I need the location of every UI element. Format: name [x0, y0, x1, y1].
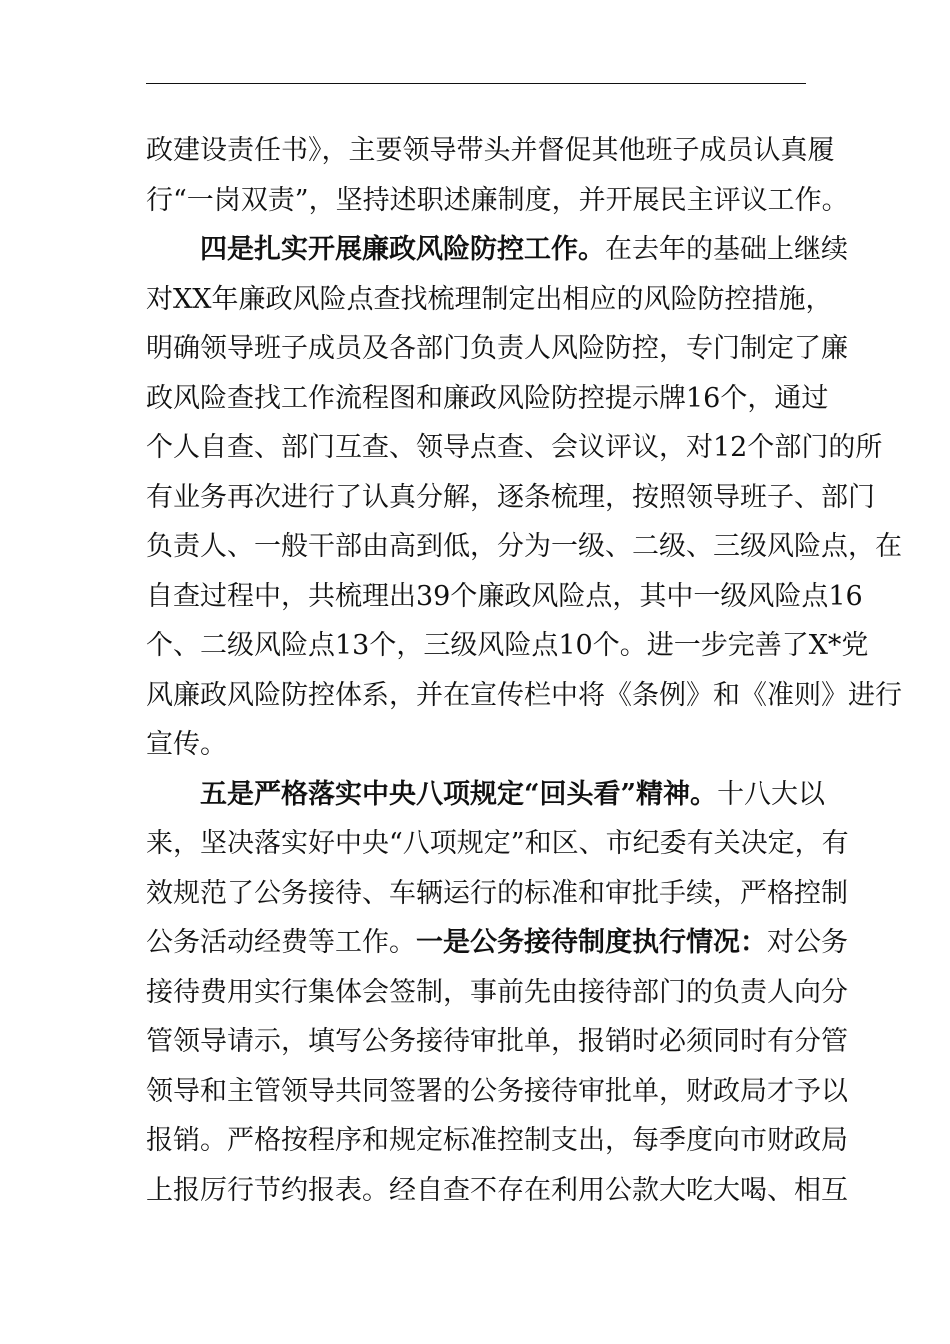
body-text-segment: 个人自查、部门互查、领导点查、会议评议，对12个部门的所 [146, 432, 883, 463]
text-line [146, 1017, 848, 1067]
body-text-segment: 个、二级风险点13个，三级风险点10个。进一步完善了X*党 [146, 630, 869, 661]
body-text-segment: 领导和主管领导共同签署的公务接待审批单，财政局才予以 [146, 1075, 848, 1107]
text-line [146, 968, 848, 1018]
text-line [146, 918, 848, 968]
body-text-segment: 上报厉行节约报表。经自查不存在利用公款大吃大喝、相互 [146, 1174, 848, 1206]
body-text-segment: 政风险查找工作流程图和廉政风险防控提示牌16个，通过 [146, 382, 829, 414]
body-text-segment: 在去年的基础上继续 [605, 234, 848, 265]
body-text [146, 126, 902, 1215]
body-text-segment: 对公务 [767, 927, 848, 958]
bold-heading-text: 五是严格落实中央八项规定“回头看”精神。 [200, 778, 718, 810]
bold-heading-text: 四是扎实开展廉政风险防控工作。 [200, 234, 605, 265]
text-line [146, 1116, 848, 1166]
text-line [146, 225, 848, 275]
text-line [146, 324, 848, 374]
text-line [146, 522, 902, 572]
body-text-segment: 明确领导班子成员及各部门负责人风险防控，专门制定了廉 [146, 333, 848, 364]
body-text-segment: 宣传。 [146, 729, 227, 760]
body-text-segment: 风廉政风险防控体系，并在宣传栏中将《条例》和《准则》进行 [146, 679, 902, 711]
text-line [146, 423, 883, 473]
text-line [146, 374, 829, 424]
body-text-segment: 接待费用实行集体会签制，事前先由接待部门的负责人向分 [146, 976, 848, 1008]
text-line [146, 473, 875, 523]
body-text-segment: 来，坚决落实好中央“八项规定”和区、市纪委有关决定，有 [146, 828, 849, 859]
text-line [146, 275, 833, 325]
body-text-segment: 效规范了公务接待、车辆运行的标准和审批手续，严格控制 [146, 877, 848, 909]
text-line [146, 671, 902, 721]
bold-heading-text: 一是公务接待制度执行情况： [416, 927, 767, 958]
body-text-segment: 报销。严格按程序和规定标准控制支出，每季度向市财政局 [146, 1125, 848, 1156]
text-line [146, 126, 835, 176]
text-line [146, 869, 848, 919]
body-text-segment: 管领导请示，填写公务接待审批单，报销时必须同时有分管 [146, 1026, 848, 1057]
text-line [146, 176, 849, 226]
text-line [146, 1166, 848, 1216]
body-text-segment: 负责人、一般干部由高到低，分为一级、二级、三级风险点，在 [146, 531, 902, 562]
text-line [146, 770, 826, 820]
text-line [146, 720, 811, 770]
body-text-segment: 政建设责任书》，主要领导带头并督促其他班子成员认真履 [146, 135, 835, 166]
text-line [146, 572, 863, 622]
text-line [146, 621, 869, 671]
header-rule [146, 83, 806, 84]
body-text-segment: 对XX年廉政风险点查找梳理制定出相应的风险防控措施， [146, 283, 833, 315]
text-line [146, 819, 849, 869]
body-text-segment: 行“一岗双责”，坚持述职述廉制度，并开展民主评议工作。 [146, 184, 849, 216]
body-text-segment: 公务活动经费等工作。 [146, 927, 416, 958]
body-text-segment: 有业务再次进行了认真分解，逐条梳理，按照领导班子、部门 [146, 481, 875, 513]
text-line [146, 1067, 848, 1117]
body-text-segment: 自查过程中，共梳理出39个廉政风险点，其中一级风险点16 [146, 580, 863, 612]
body-text-segment: 十八大以 [717, 778, 826, 810]
